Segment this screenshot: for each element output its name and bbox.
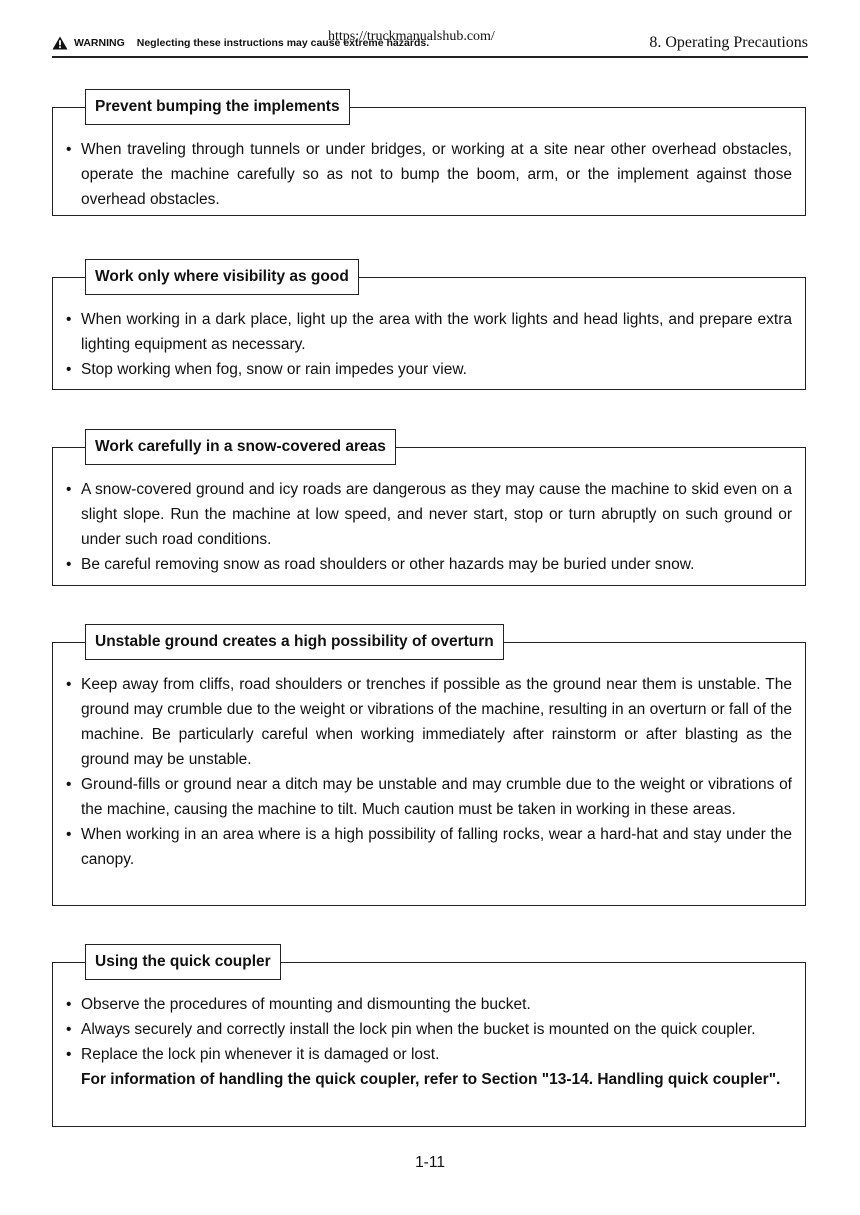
- box-title: Prevent bumping the implements: [85, 89, 350, 125]
- bullet-list: [66, 137, 792, 212]
- warning-triangle-icon: [52, 36, 68, 50]
- bullet-list: [66, 672, 792, 872]
- list-item: • Keep away from cliffs, road shoulders or trenches if possible as the ground near them is unstable. The ground may crumble due to the weight or vibrations of the machine, resulting in an overturn or fall of the machine. Be particularly careful when working immediately after rainstorm or after blasting as the ground may be unstable.: [66, 672, 792, 772]
- page-header: [52, 28, 808, 58]
- bullet-list: [66, 307, 792, 382]
- precaution-box-bumping: [52, 98, 806, 216]
- list-item: • When traveling through tunnels or under bridges, or working at a site near other overhead obstacles, operate the machine carefully so as not to bump the boom, arm, or the implement against those overhead obstacles.: [66, 137, 792, 212]
- precaution-box-snow: [52, 438, 806, 586]
- warning-text: Neglecting these instructions may cause extreme hazards.: [136, 37, 430, 49]
- list-item: • A snow-covered ground and icy roads are dangerous as they may cause the machine to skid even on a slight slope. Run the machine at low speed, and never start, stop or turn abruptly on such ground or under such road conditions.: [66, 477, 792, 552]
- list-item: • Ground-fills or ground near a ditch may be unstable and may crumble due to the weight or vibrations of the machine, causing the machine to tilt. Much caution must be taken in working in these areas.: [66, 772, 792, 822]
- reference-note: For information of handling the quick coupler, refer to Section "13-14. Handling quick coupler".: [81, 1071, 781, 1088]
- precaution-box-quick-coupler: [52, 953, 806, 1127]
- precaution-box-unstable-ground: [52, 633, 806, 906]
- list-item: • Observe the procedures of mounting and dismounting the bucket.: [66, 992, 792, 1017]
- section-title: 8. Operating Precautions: [649, 34, 808, 51]
- list-item: • Replace the lock pin whenever it is damaged or lost.: [66, 1042, 792, 1067]
- page-number: 1-11: [415, 1154, 445, 1171]
- list-item: • When working in an area where is a high possibility of falling rocks, wear a hard-hat and stay under the canopy.: [66, 822, 792, 872]
- list-item: • When working in a dark place, light up the area with the work lights and head lights, and prepare extra lighting equipment as necessary.: [66, 307, 792, 357]
- box-title: Work only where visibility as good: [85, 259, 359, 295]
- list-item: • Always securely and correctly install the lock pin when the bucket is mounted on the quick coupler.: [66, 1017, 792, 1042]
- warning-label: WARNING: [74, 37, 125, 49]
- watermark-url: https://truckmanualshub.com/: [328, 29, 495, 44]
- list-item: • Stop working when fog, snow or rain impedes your view.: [66, 357, 792, 382]
- bullet-list: [66, 477, 792, 577]
- list-item: • Be careful removing snow as road shoulders or other hazards may be buried under snow.: [66, 552, 792, 577]
- box-title: Using the quick coupler: [85, 944, 281, 980]
- box-title: Unstable ground creates a high possibility of overturn: [85, 624, 504, 660]
- box-title: Work carefully in a snow-covered areas: [85, 429, 396, 465]
- precaution-box-visibility: [52, 268, 806, 390]
- bullet-list: [66, 992, 792, 1092]
